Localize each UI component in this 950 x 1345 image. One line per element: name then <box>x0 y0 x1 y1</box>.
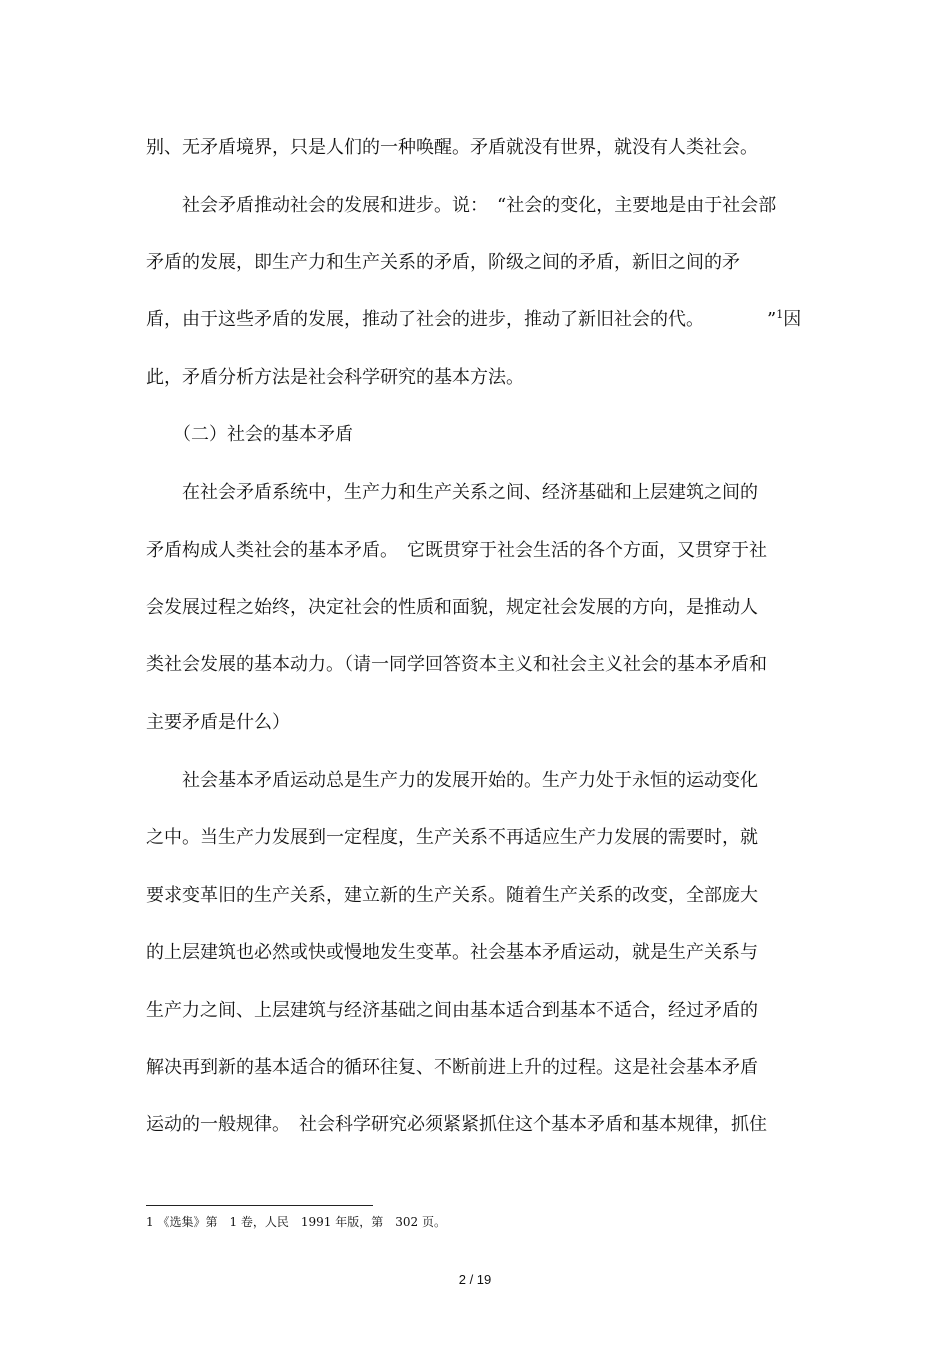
body-line: 矛盾构成人类社会的基本矛盾。 它既贯穿于社会生活的各个方面，又贯穿于社 <box>146 540 767 561</box>
body-line: 别、无矛盾境界，只是人们的一种唤醒。矛盾就没有世界，就没有人类社会。 <box>146 137 758 158</box>
body-line: 在社会矛盾系统中，生产力和生产关系之间、经济基础和上层建筑之间的 <box>146 482 758 503</box>
body-line: 的上层建筑也必然或快或慢地发生变革。社会基本矛盾运动，就是生产关系与 <box>146 942 758 963</box>
body-line-text: 盾，由于这些矛盾的发展，推动了社会的进步，推动了新旧社会的代。 ” <box>146 309 777 330</box>
body-line: 运动的一般规律。 社会科学研究必须紧紧抓住这个基本矛盾和基本规律，抓住 <box>146 1114 767 1135</box>
body-line: 此，矛盾分析方法是社会科学研究的基本方法。 <box>146 367 524 388</box>
footnote-reference: 1 <box>776 308 784 321</box>
body-line: 生产力之间、上层建筑与经济基础之间由基本适合到基本不适合，经过矛盾的 <box>146 1000 758 1021</box>
body-line: 之中。当生产力发展到一定程度，生产关系不再适应生产力发展的需要时，就 <box>146 827 758 848</box>
body-line: 社会基本矛盾运动总是生产力的发展开始的。生产力处于永恒的运动变化 <box>146 770 758 791</box>
body-line: 要求变革旧的生产关系，建立新的生产关系。随着生产关系的改变，全部庞大 <box>146 885 758 906</box>
body-line: 主要矛盾是什么） <box>146 712 290 733</box>
body-line <box>146 308 801 332</box>
body-line: 矛盾的发展，即生产力和生产关系的矛盾，阶级之间的矛盾，新旧之间的矛 <box>146 252 740 273</box>
body-line: 解决再到新的基本适合的循环往复、不断前进上升的过程。这是社会基本矛盾 <box>146 1057 758 1078</box>
footnote-divider <box>146 1205 373 1206</box>
page-number: 2 / 19 <box>458 1272 492 1287</box>
footnote: 1 《选集》第 1 卷，人民 1991 年版，第 302 页。 <box>146 1215 446 1229</box>
body-line: 会发展过程之始终，决定社会的性质和面貌，规定社会发展的方向，是推动人 <box>146 597 758 618</box>
body-line: 社会矛盾推动社会的发展和进步。说： “社会的变化，主要地是由于社会部 <box>146 195 777 216</box>
body-line: 类社会发展的基本动力。（请一同学回答资本主义和社会主义社会的基本矛盾和 <box>146 654 767 675</box>
body-line-continuation: 因 <box>783 309 802 330</box>
section-heading: （二）社会的基本矛盾 <box>146 424 353 445</box>
